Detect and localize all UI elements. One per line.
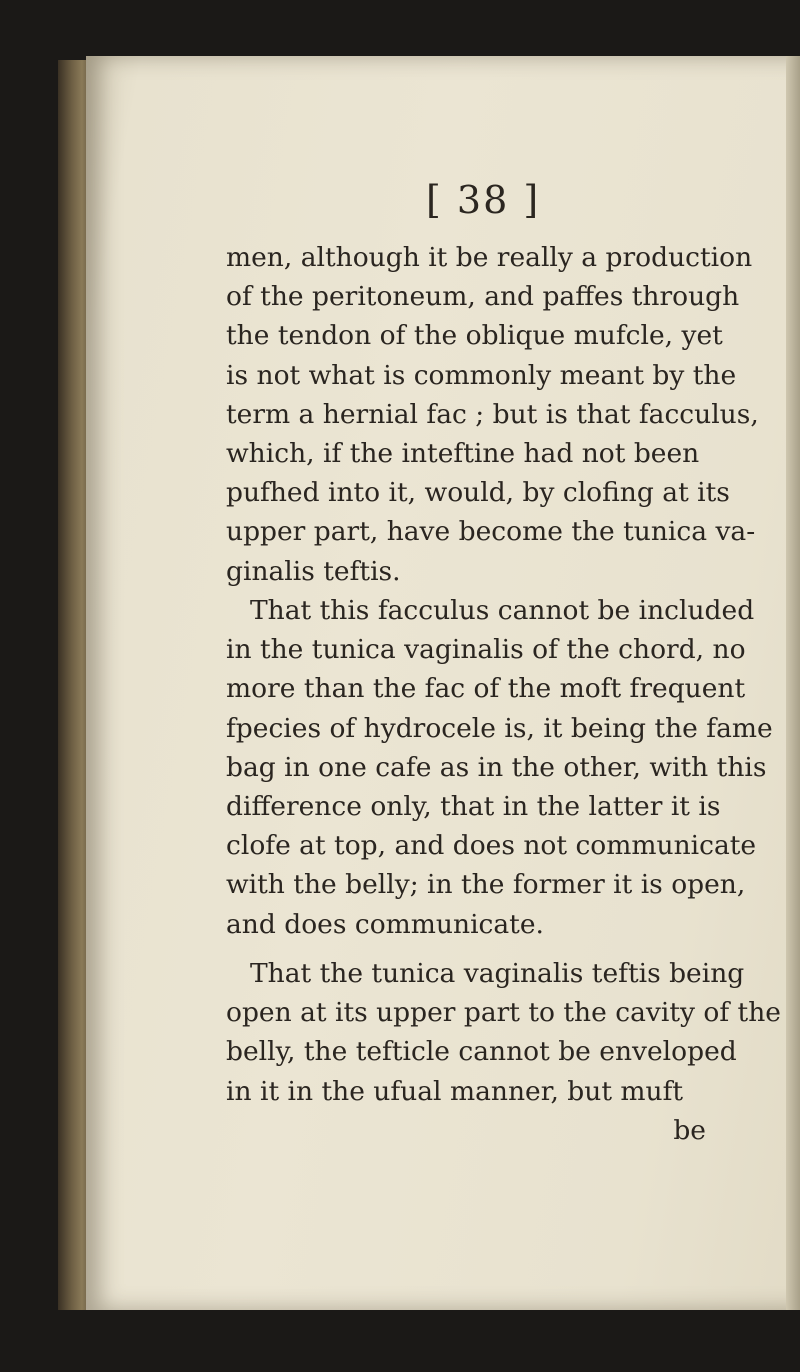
text-line: ginalis teftis. (226, 555, 401, 587)
text-line: term a hernial fac ; but is that facculus, (226, 398, 759, 430)
text-line: upper part, have become the tunica va- (226, 516, 756, 548)
page-edge (786, 56, 800, 1310)
text-line: That this facculus cannot be included (250, 595, 755, 626)
text-line: difference only, that in the latter it is (226, 791, 721, 823)
text-line: is not what is commonly meant by the (226, 359, 737, 391)
catchword: be (673, 1114, 706, 1146)
text-line: That the tunica vaginalis teftis being (250, 958, 745, 989)
text-line: fpecies of hydrocele is, it being the fame (226, 712, 773, 744)
text-line: belly, the tefticle cannot be enveloped (226, 1036, 737, 1068)
text-line: men, although it be really a production (226, 242, 753, 273)
text-line: and does communicate. (226, 908, 544, 940)
text-line: in it in the ufual manner, but muft (226, 1075, 684, 1107)
page-number: [ 38 ] (426, 178, 541, 222)
text-line: more than the fac of the moft frequent (226, 673, 746, 705)
text-line: open at its upper part to the cavity of the (226, 997, 781, 1029)
paragraph-3 (226, 954, 781, 1150)
text-line: clofe at top, and does not communicate (226, 830, 757, 862)
text-line: the tendon of the oblique mufcle, yet (226, 320, 723, 352)
text-line: of the peritoneum, and paffes through (226, 281, 740, 313)
text-line: which, if the inteftine had not been (226, 438, 700, 470)
paragraph-1 (226, 238, 759, 591)
paragraph-2 (226, 591, 773, 944)
text-line: with the belly; in the former it is open, (226, 869, 746, 901)
text-line: in the tunica vaginalis of the chord, no (226, 634, 746, 666)
text-line: bag in one cafe as in the other, with this (226, 751, 767, 783)
text-line: pufhed into it, would, by clofing at its (226, 477, 730, 509)
